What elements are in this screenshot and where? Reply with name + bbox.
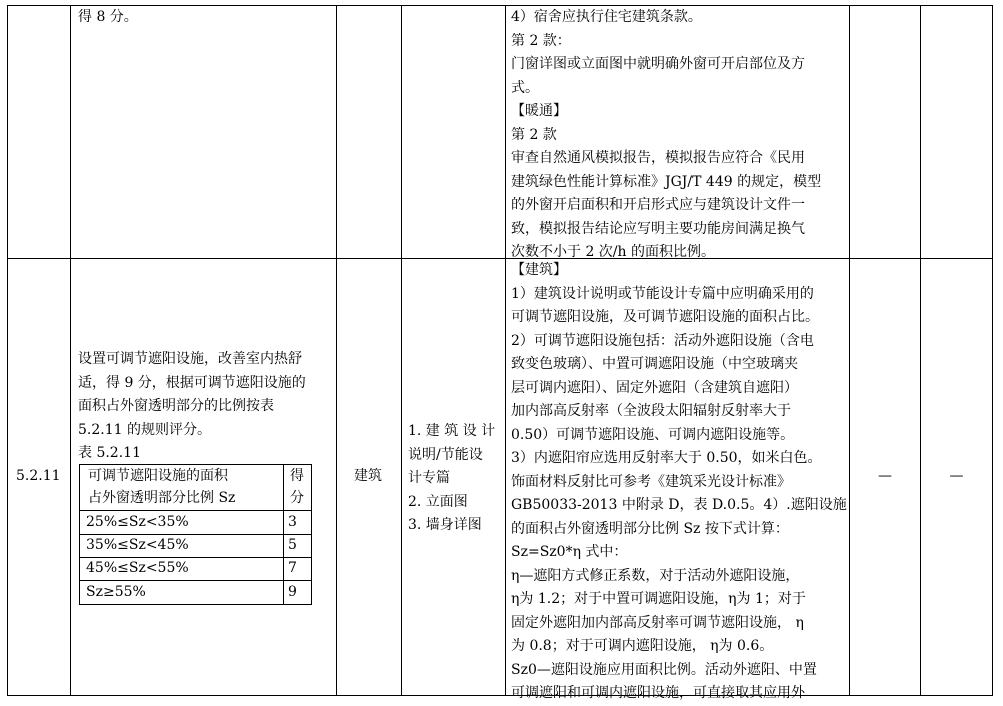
criteria-text (78, 348, 306, 466)
review-line: GB50033-2013 中附录 D，表 D.0.5。4）.遮阳设施 (511, 497, 847, 513)
inner-row-range: 45%≤Sz<55% (86, 560, 189, 576)
col-border-0 (7, 5, 8, 696)
inner-header-ratio (88, 465, 235, 509)
review-line: 门窗详图或立面图中就明确外窗可开启部位及方 (511, 56, 805, 72)
criteria-line: 面积占外窗透明部分的比例按表 (78, 398, 274, 414)
review-line: 的面积占外窗透明部分比例 Sz 按下式计算： (511, 520, 789, 537)
col-border-6 (920, 5, 921, 696)
review-line: 1）建筑设计说明或节能设计专篇中应明确采用的 (511, 285, 814, 302)
header-line: 可调节遮阳设施的面积 (88, 468, 228, 484)
review-line: Sz=Sz0*η 式中： (511, 544, 628, 560)
inner-row-score: 3 (288, 514, 297, 530)
document-line: 说明/节能设 (408, 446, 483, 463)
col7-dash: — (949, 468, 964, 484)
col-border-7 (992, 5, 993, 696)
col-border-1 (70, 5, 71, 696)
review-line: 式。 (511, 79, 539, 96)
inner-table-border (311, 464, 312, 605)
review-line: η为 1.2；对于中置可调遮阳设施，η为 1；对于 (511, 591, 806, 607)
review-line: 为 0.8；对于可调内遮阳设施， η为 0.6。 (511, 638, 774, 654)
review-line: 第 2 款： (511, 32, 571, 49)
review-line: 【暖通】 (511, 103, 567, 119)
review-text-main (511, 259, 847, 706)
criteria-tail-text: 得 8 分。 (78, 9, 138, 25)
review-line: 的外窗开启面积和开启形式应与建筑设计文件一 (511, 197, 805, 213)
col6-dash: — (878, 468, 892, 484)
header-line: 占外窗透明部分比例 Sz (88, 490, 236, 506)
specialty-text: 建筑 (354, 468, 382, 484)
document-line: 2. 立面图 (408, 493, 468, 510)
review-line: 层可调内遮阳）、固定外遮阳（含建筑自遮阳） (511, 379, 798, 396)
col-border-2 (336, 5, 337, 696)
col-border-4 (505, 5, 506, 696)
review-line: 饰面材料反射比可参考《建筑采光设计标准》 (511, 473, 791, 490)
review-line: 【建筑】 (511, 262, 567, 278)
review-line: 次数不小于 2 次/h 的面积比例。 (511, 244, 715, 260)
inner-row-range: Sz≥55% (86, 584, 146, 600)
review-line: 致变色玻璃）、中置可调遮阳设施（中空玻璃夹 (511, 356, 798, 372)
inner-table-border (283, 464, 284, 605)
criteria-line: 5.2.11 的规则评分。 (78, 421, 211, 438)
review-line: 第 2 款 (511, 126, 557, 143)
document-line: 1. 建 筑 设 计 (408, 423, 496, 439)
inner-row-range: 25%≤Sz<35% (86, 514, 189, 530)
inner-table-border (79, 464, 80, 605)
review-line: 固定外遮阳加内部高反射率可调节遮阳设施， η (511, 614, 804, 631)
criteria-line: 设置可调节遮阳设施，改善室内热舒 (78, 351, 302, 367)
header-line: 得 (290, 468, 304, 484)
review-line: 加内部高反射率（全波段太阳辐射反射率大于 (511, 403, 791, 419)
criteria-line: 适，得 9 分，根据可调节遮阳设施的 (78, 374, 306, 391)
inner-row-range: 35%≤Sz<45% (86, 537, 189, 553)
clause-number: 5.2.11 (16, 468, 61, 484)
review-line: 审查自然通风模拟报告，模拟报告应符合《民用 (511, 150, 805, 166)
review-line: 0.50）可调节遮阳设施、可调内遮阳设施等。 (511, 426, 795, 443)
col-border-5 (849, 5, 850, 696)
review-line: 致，模拟报告结论应写明主要功能房间满足换气 (511, 220, 805, 237)
review-line: 4）宿舍应执行住宅建筑条款。 (511, 9, 702, 25)
document-line: 计专篇 (408, 470, 450, 486)
review-line: 建筑绿色性能计算标准》JGJ/T 449 的规定，模型 (511, 173, 822, 190)
review-text-top (511, 6, 821, 265)
review-line: η—遮阳方式修正系数，对于活动外遮阳设施， (511, 567, 800, 584)
document-line: 3. 墙身详图 (408, 517, 482, 533)
col-border-3 (401, 5, 402, 696)
inner-header-score (290, 465, 304, 509)
inner-row-score: 9 (288, 584, 297, 600)
review-line: Sz0—遮阳设施应用面积比例。活动外遮阳、中置 (511, 661, 817, 678)
table-caption: 表 5.2.11 (78, 445, 141, 461)
table-top-border (7, 5, 993, 6)
header-line: 分 (290, 490, 304, 506)
review-line: 2）可调节遮阳设施包括：活动外遮阳设施（含电 (511, 332, 814, 349)
inner-row-score: 5 (288, 537, 297, 553)
review-line: 3）内遮阳帘应选用反射率大于 0.50，如米白色。 (511, 450, 822, 466)
inner-row-score: 7 (288, 560, 297, 576)
documents-list (408, 420, 495, 538)
review-line: 可调遮阳和可调内遮阳设施，可直接取其应用外 (511, 685, 805, 701)
review-line: 可调节遮阳设施，及可调节遮阳设施的面积占比。 (511, 309, 819, 325)
